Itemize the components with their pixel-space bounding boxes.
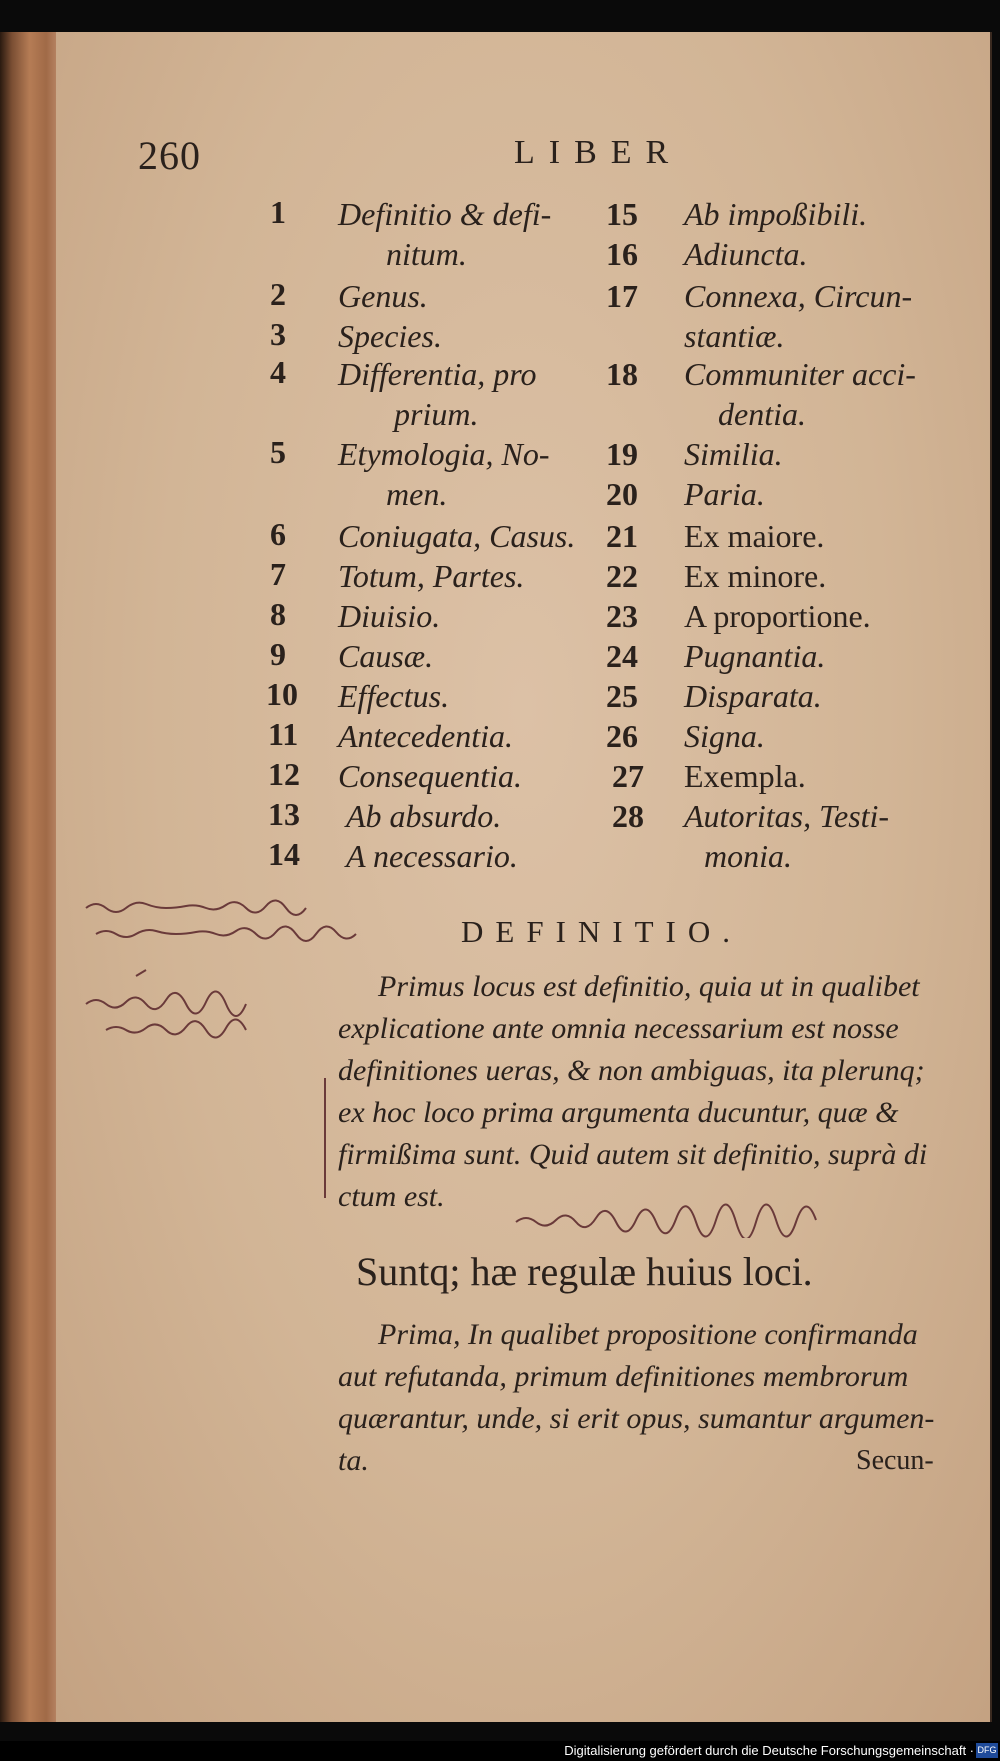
text-line: explicatione ante omnia necessarium est nosse [338,1012,899,1045]
topic-number: 7 [270,556,286,592]
topic-number: 26 [606,718,638,754]
topic-number: 17 [606,278,638,314]
topic-number: 5 [270,434,286,470]
topic-number: 6 [270,516,286,552]
topic-label: A necessario. [346,838,518,874]
topic-label: Definitio & defi- [338,196,552,232]
topic-label: Antecedentia. [338,718,514,754]
topic-number: 10 [266,676,298,712]
text-line: Primus locus est definitio, quia ut in qualibet [378,970,920,1003]
topic-label: Totum, Partes. [338,558,525,594]
topic-label: Species. [338,318,442,354]
topic-number: 25 [606,678,638,714]
topic-label: Consequentia. [338,758,522,794]
topic-number: 11 [268,716,299,752]
topic-number: 21 [606,518,638,554]
topic-number: 24 [606,638,638,674]
topic-label: Signa. [684,718,765,754]
catchword: Secun- [856,1445,934,1476]
text-line: ta. [338,1444,369,1477]
topic-label: Pugnantia. [684,638,826,674]
topic-label: Ab absurdo. [346,798,502,834]
topic-number: 14 [268,836,300,872]
topic-label: dentia. [718,396,806,432]
topic-number: 15 [606,196,638,232]
topic-label: Paria. [684,476,765,512]
topic-number: 13 [268,796,300,832]
topic-label: Ex maiore. [684,518,825,554]
text-line: definitiones ueras, & non ambiguas, ita plerunq; [338,1054,925,1087]
topic-label: monia. [704,838,792,874]
topic-number: 1 [270,194,286,230]
topic-number: 9 [270,636,286,672]
margin-bracket [324,1078,330,1198]
topic-number: 19 [606,436,638,472]
topic-label: stantiæ. [684,318,785,354]
handwritten-annotation [506,1198,836,1238]
topic-label: Causæ. [338,638,434,674]
book-page [56,32,992,1722]
dfg-logo-icon: DFG [976,1743,998,1758]
topic-number: 27 [612,758,644,794]
section-heading: DEFINITIO. [461,914,742,949]
topic-number: 20 [606,476,638,512]
topic-label: Ex minore. [684,558,827,594]
topic-label: Genus. [338,278,428,314]
topic-label: Diuisio. [338,598,441,634]
topic-label: Coniugata, Casus. [338,518,576,554]
text-line: quærantur, unde, si erit opus, sumantur argumen- [338,1402,935,1435]
topic-label: Effectus. [338,678,450,714]
topic-label: Exempla. [684,758,806,794]
topic-label: men. [386,476,448,512]
page-content [56,32,990,1722]
page-number: 260 [138,133,201,178]
topic-label: Disparata. [684,678,822,714]
topic-label: prium. [394,396,479,432]
text-line: Prima, In qualibet propositione confirmanda [378,1318,918,1351]
topic-number: 18 [606,356,638,392]
text-line: ctum est. [338,1180,445,1213]
topic-label: Ab impoßibili. [684,196,868,232]
topic-number: 16 [606,236,638,272]
topic-number: 12 [268,756,300,792]
footer-credit: Digitalisierung gefördert durch die Deutsche Forschungsgemeinschaft · [564,1743,974,1758]
topic-number: 8 [270,596,286,632]
subheading: Suntq; hæ regulæ huius loci. [356,1249,813,1294]
topic-label: nitum. [386,236,467,272]
topic-label: Differentia, pro [338,356,537,392]
topic-number: 2 [270,276,286,312]
text-line: aut refutanda, primum definitiones membrorum [338,1360,909,1393]
topic-label: Adiuncta. [684,236,808,272]
topic-number: 3 [270,316,286,352]
topic-number: 4 [270,354,286,390]
topic-label: Autoritas, Testi- [684,798,890,834]
topic-label: A proportione. [684,598,871,634]
text-line: firmißima sunt. Quid autem sit definitio, suprà di [338,1138,928,1171]
topic-label: Etymologia, No- [338,436,550,472]
topic-label: Similia. [684,436,783,472]
topic-label: Communiter acci- [684,356,916,392]
topic-number: 28 [612,798,644,834]
running-head: LIBER [514,134,683,171]
topic-number: 23 [606,598,638,634]
text-line: ex hoc loco prima argumenta ducuntur, quæ & [338,1096,899,1129]
topic-label: Connexa, Circun- [684,278,913,314]
topic-number: 22 [606,558,638,594]
